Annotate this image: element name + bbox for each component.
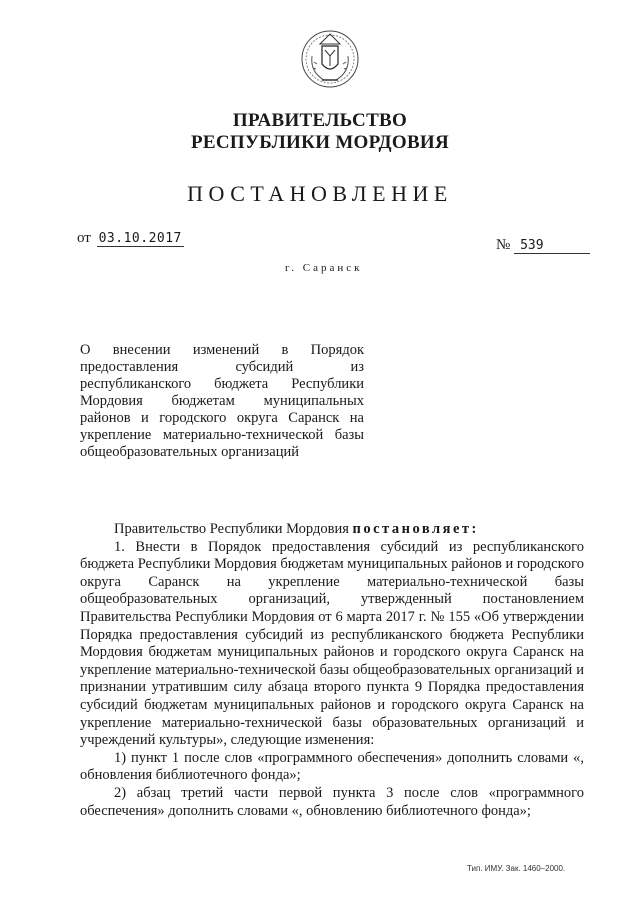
intro-text: Правительство Республики Мордовия: [114, 521, 349, 537]
date-block: [77, 230, 184, 247]
government-title-line1: ПРАВИТЕЛЬСТВО: [232, 110, 408, 131]
intro-paragraph: [80, 521, 584, 539]
document-body: [80, 521, 584, 820]
document-type: ПОСТАНОВЛЕНИЕ: [187, 181, 453, 206]
date-prefix: от: [77, 230, 91, 246]
body-paragraph: 1) пункт 1 после слов «программного обеспечения» дополнить словами «, обновления библиотечного фонда»;: [80, 749, 584, 784]
number-block: [496, 237, 590, 254]
intro-decree-word: постановляет:: [352, 521, 479, 537]
government-title-line2: РЕСПУБЛИКИ МОРДОВИЯ: [190, 132, 450, 153]
document-date: 03.10.2017: [98, 231, 182, 246]
body-paragraph: 2) абзац третий части первой пункта 3 после слов «программного обеспечения» дополнить словами «, обновлению библиотечного фонда»;: [80, 784, 584, 819]
document-number: 539: [514, 238, 590, 254]
document-subject: О внесении изменений в Порядок предоставления субсидий из республиканского бюджета Республики Мордовия бюджетам муниципальных районов и городского округа Саранск на укрепление материально-технической базы общеобразовательных организаций: [80, 342, 364, 460]
number-prefix: №: [496, 237, 511, 253]
coat-of-arms-icon: [298, 26, 362, 90]
city: г. Саранск: [285, 262, 363, 274]
body-paragraph: 1. Внести в Порядок предоставления субсидий из республиканского бюджета Республики Мордовия бюджетам муниципальных районов и городского округа Саранск на укрепление материально-технической базы общеобразовательных организаций, утвержденный постановлением Правительства Республики Мордовия от 6 марта 2017 г. № 155 «Об утверждении Порядка предоставления субсидий из республиканского бюджета Республики Мордовия бюджетам муниципальных районов и городского округа Саранск на укрепление материально-технической базы общеобразовательных организаций и признании утратившим силу абзаца второго пункта 9 Порядка предоставления субсидий бюджетам муниципальных районов и городского округа Саранск на укрепление материально-технической базы образовательных организаций и учреждений культуры», следующие изменения:: [80, 538, 584, 749]
print-footer: Тип. ИМУ. Зак. 1460–2000.: [467, 864, 566, 873]
